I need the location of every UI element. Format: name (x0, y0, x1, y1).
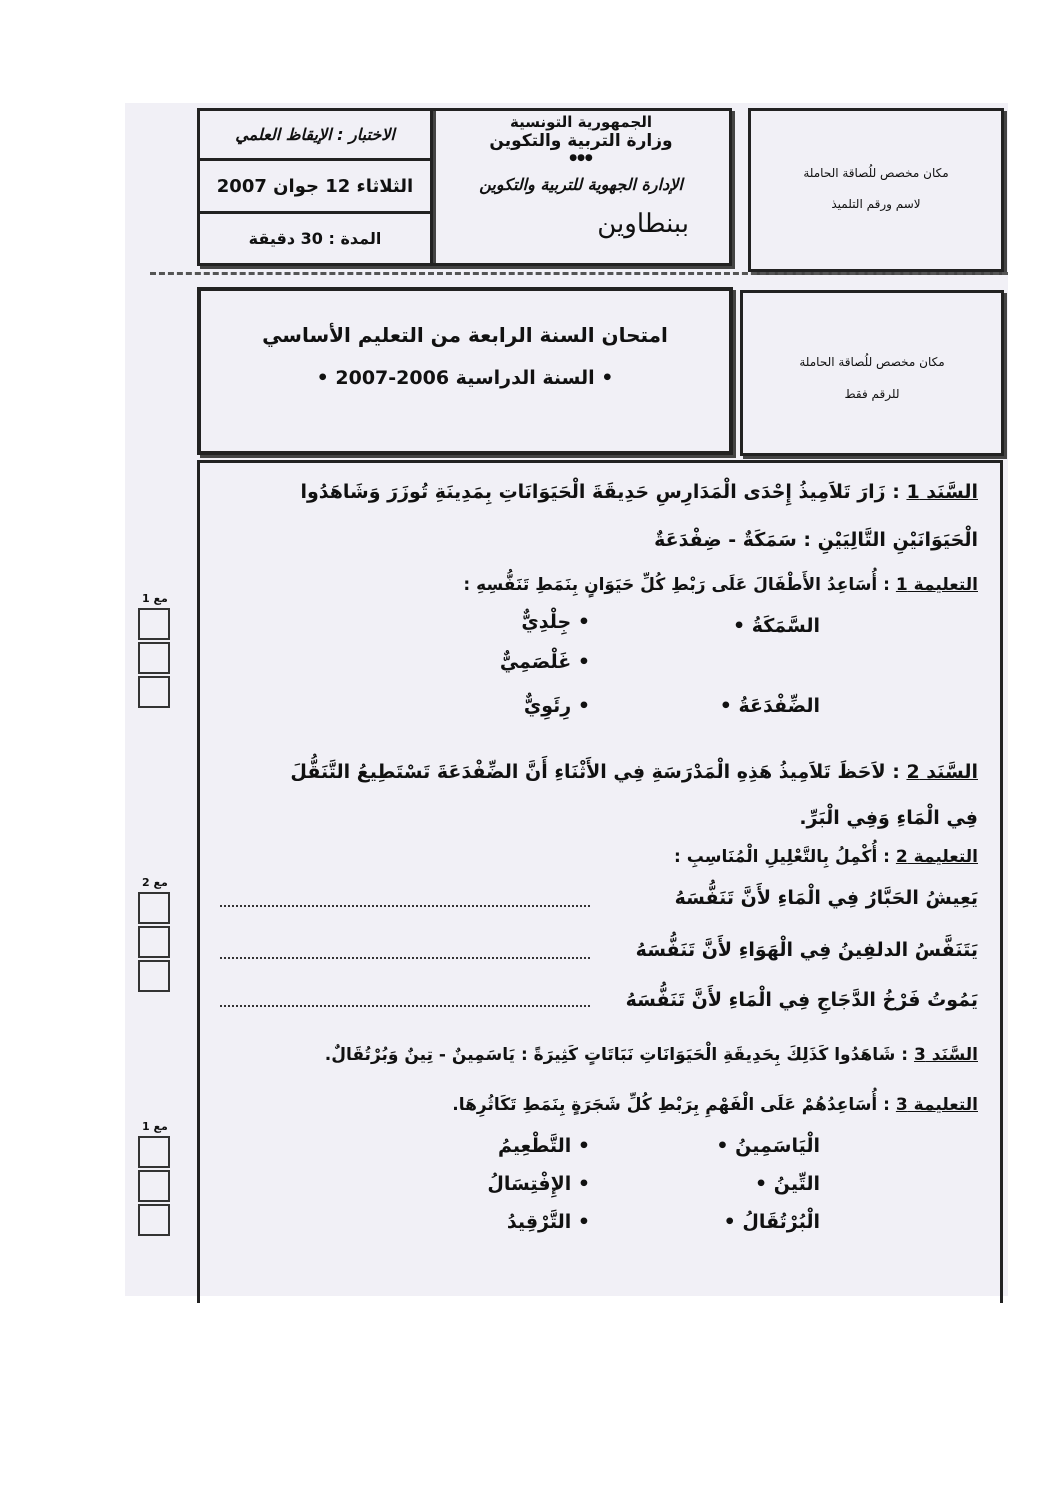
answer-line-2[interactable] (220, 957, 590, 959)
score-label-2: مع 2 (142, 876, 168, 889)
cut-line (150, 272, 1008, 275)
s3-right-item: • الإِفْتِسَالُ (487, 1173, 590, 1195)
republic-name: الجمهورية التونسية (510, 113, 652, 131)
number-sticker-box (740, 290, 1004, 456)
answer-line-1[interactable] (220, 905, 590, 907)
task3-text: : أُسَاعِدُهُمْ عَلَى الْفَهْمِ بِرَبْطِ كُلِّ شَجَرَةٍ بِنَمَطِ تَكَاثُرِهَا. (452, 1095, 890, 1115)
score-box[interactable] (138, 1136, 170, 1168)
answer-line-3[interactable] (220, 1005, 590, 1007)
exam-info-box (197, 108, 433, 266)
reserved-name-sub: لاسم ورقم التلميذ (831, 197, 921, 211)
score-label-3: مع 1 (142, 1120, 168, 1133)
s1-right-item: • جِلْدِيٌّ (521, 611, 590, 633)
score-box[interactable] (138, 1170, 170, 1202)
section2-text: : لاَحَظَ تَلاَمِيذُ هَذِهِ الْمَدْرَسَةِ فِي الأَثْنَاءِ أَنَّ الضِّفْدَعَةَ تَسْتَطِيعُ التَّنَقُّلَ (290, 761, 900, 783)
s1-right-item: • غَلْصَمِيٌّ (499, 651, 590, 673)
s3-left-item: الْيَاسَمِينُ • (716, 1135, 820, 1157)
name-sticker-box (748, 108, 1004, 272)
exam-title: امتحان السنة الرابعة من التعليم الأساسي (262, 323, 668, 347)
sentence-1: يَعِيشُ الحَبَّارُ فِي الْمَاءِ لأَنَّ تَنَفُّسَهُ (674, 887, 978, 909)
sentence-2: يَتَنَفَّسُ الدلفِينُ فِي الْهَوَاءِ لأَنَّ تَنَفُّسَهُ (635, 939, 978, 961)
section2-text1 (210, 761, 978, 783)
task1 (210, 575, 978, 595)
s3-right-item: • التَّرْقِيدُ (506, 1211, 590, 1233)
score-label-1: مع 1 (142, 592, 168, 605)
school-year: • السنة الدراسية 2006-2007 • (316, 367, 614, 389)
s1-left-item: الضِّفْدَعَةُ • (719, 695, 820, 717)
task1-label: التعليمة 1 (895, 575, 978, 595)
questions-frame (197, 460, 1003, 1303)
section1-label: السَّنَد 1 (906, 481, 978, 503)
title-box (197, 287, 733, 455)
score-box[interactable] (138, 926, 170, 958)
s3-right-item: • التَّطْعِيمُ (497, 1135, 590, 1157)
reserved-number-label: مكان مخصص للُصاقة الحاملة (799, 355, 945, 369)
city-handwritten: ببنطاوين (597, 209, 689, 239)
score-box[interactable] (138, 960, 170, 992)
regional-directorate: الإدارة الجهوية للتربية والتكوين (479, 175, 683, 194)
s1-right-item: • رِئَوِيٌّ (523, 695, 590, 717)
authority-box (430, 108, 732, 266)
section3-text1 (210, 1045, 978, 1065)
reserved-name-label: مكان مخصص للُصاقة الحاملة (803, 166, 949, 180)
exam-date: الثلاثاء 12 جوان 2007 (200, 161, 430, 214)
section1-text: : زَارَ تَلاَمِيذُ إِحْدَى الْمَدَارِسِ حَدِيقَةَ الْحَيَوَانَاتِ بِمَدِينَةِ تُوزَرَ وَشَاهَدُوا (300, 481, 900, 503)
score-box[interactable] (138, 892, 170, 924)
score-box[interactable] (138, 1204, 170, 1236)
ornament: ●●● (569, 153, 593, 163)
s1-left-item: السَّمَكَةُ • (732, 615, 820, 637)
section1-text2: الْحَيَوَانَيْنِ التَّالِيَيْنِ : سَمَكَةٌ - ضِفْدَعَةٌ (654, 529, 978, 551)
exam-duration: المدة : 30 دقيقة (248, 229, 382, 248)
task3-label: التعليمة 3 (895, 1095, 978, 1115)
score-box[interactable] (138, 676, 170, 708)
s3-left-item: الْبُرْتُقَالُ • (723, 1211, 820, 1233)
score-box[interactable] (138, 642, 170, 674)
sentence-3: يَمُوتُ فَرْخُ الدَّجَاجِ فِي الْمَاءِ لأَنَّ تَنَفُّسَهُ (625, 989, 978, 1011)
section3-text: : شَاهَدُوا كَذَلِكَ بِحَدِيقَةِ الْحَيَوَانَاتِ نَبَاتَاتٍ كَثِيرَةً : يَاسَمِينٌ - تِينٌ وَبُرْتُقَالٌ. (324, 1045, 909, 1065)
task2 (210, 847, 978, 867)
task3 (210, 1095, 978, 1115)
section2-label: السَّنَد 2 (906, 761, 978, 783)
task2-label: التعليمة 2 (895, 847, 978, 867)
exam-subject: الاختبار : الإيقاظ العلمي (200, 111, 430, 161)
task1-text: : أُسَاعِدُ الأَطْفَالَ عَلَى رَبْطِ كُلِّ حَيَوَانٍ بِنَمَطِ تَنَفُّسِهِ : (463, 575, 890, 595)
task2-text: : أُكْمِلُ بِالتَّعْلِيلِ الْمُنَاسِبِ : (674, 847, 890, 867)
section3-label: السَّنَد 3 (913, 1045, 978, 1065)
s3-left-item: التِّينُ • (754, 1173, 820, 1195)
reserved-number-sub: للرقم فقط (844, 387, 900, 401)
ministry-name: وزارة التربية والتكوين (489, 131, 673, 151)
section1-text1 (210, 481, 978, 503)
section2-text2: فِي الْمَاءِ وَفِي الْبَرِّ. (799, 807, 978, 829)
score-box[interactable] (138, 608, 170, 640)
